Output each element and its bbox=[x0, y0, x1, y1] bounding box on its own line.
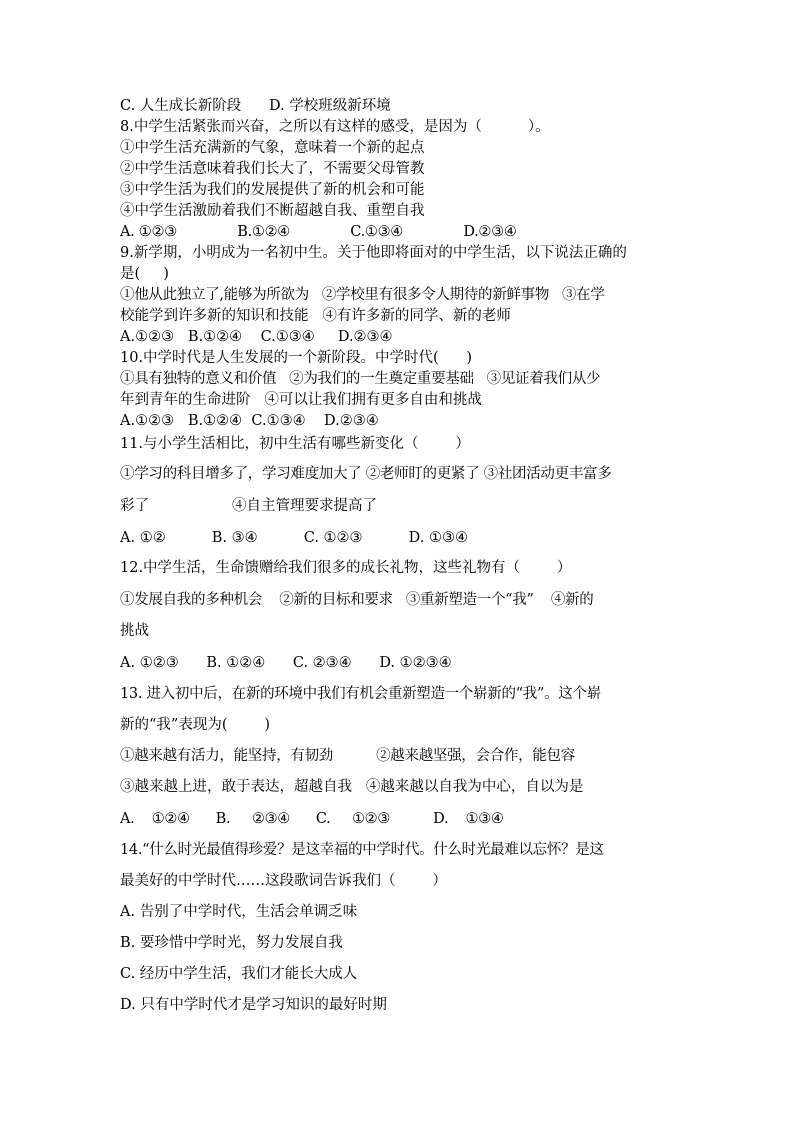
q12-stem: 12.中学生活，生命馈赠给我们很多的成长礼物，这些礼物有（ ） bbox=[120, 560, 572, 576]
q8-stem: 8.中学生活紧张而兴奋，之所以有这样的感受，是因为（ ）。 bbox=[120, 119, 550, 135]
q10-stem: 10.中学时代是人生发展的一个新阶段。中学时代( ) bbox=[120, 350, 473, 366]
q12-items-line-2: 挑战 bbox=[120, 623, 149, 639]
q11-items-line-2: 彩了 ④自主管理要求提高了 bbox=[120, 498, 377, 514]
q7-options-cd: C. 人生成长新阶段 D. 学校班级新环境 bbox=[120, 98, 391, 114]
q14-option-a: A. 告别了中学时代，生活会单调乏味 bbox=[120, 904, 358, 920]
q8-item-1: ①中学生活充满新的气象，意味着一个新的起点 bbox=[120, 140, 425, 156]
q9-items-line-2: 校能学到许多新的知识和技能 ④有许多新的同学、新的老师 bbox=[120, 308, 511, 324]
q13-items-line-2: ③越来越上进，敢于表达，超越自我 ④越来越以自我为中心，自以为是 bbox=[120, 779, 584, 795]
q8-item-2: ②中学生活意味着我们长大了，不需要父母管教 bbox=[120, 161, 425, 177]
q12-items-line-1: ①发展自我的多种机会 ②新的目标和要求 ③重新塑造一个“我” ④新的 bbox=[120, 592, 594, 608]
q13-items-line-1: ①越来越有活力，能坚持，有韧劲 ②越来越坚强，会合作，能包容 bbox=[120, 748, 575, 764]
q14-option-c: C. 经历中学生活，我们才能长大成人 bbox=[120, 966, 358, 982]
q10-items-line-1: ①具有独特的意义和价值 ②为我们的一生奠定重要基础 ③见证着我们从少 bbox=[120, 371, 601, 387]
q14-option-d: D. 只有中学时代才是学习知识的最好时期 bbox=[120, 997, 387, 1013]
q9-stem-line-1: 9.新学期，小明成为一名初中生。关于他即将面对的中学生活，以下说法正确的 bbox=[120, 245, 627, 261]
q8-item-3: ③中学生活为我们的发展提供了新的机会和可能 bbox=[120, 182, 425, 198]
q8-options: A. ①②③ B.①②④ C.①③④ D.②③④ bbox=[120, 224, 517, 240]
q9-options: A.①②③ B.①②④ C.①③④ D.②③④ bbox=[120, 329, 393, 345]
q11-options: A. ①② B. ③④ C. ①②③ D. ①③④ bbox=[120, 530, 468, 546]
q12-options: A. ①②③ B. ①②④ C. ②③④ D. ①②③④ bbox=[120, 655, 452, 671]
q9-items-line-1: ①他从此独立了,能够为所欲为 ②学校里有很多令人期待的新鲜事物 ③在学 bbox=[120, 287, 605, 303]
q10-options: A.①②③ B.①②④ C.①③④ D.②③④ bbox=[120, 413, 379, 429]
q9-stem-line-2: 是( ) bbox=[120, 266, 169, 282]
q11-stem: 11.与小学生活相比，初中生活有哪些新变化（ ） bbox=[120, 436, 470, 452]
q13-stem-line-2: 新的“我”表现为( ) bbox=[120, 717, 271, 733]
q14-stem-line-2: 最美好的中学时代……这段歌词告诉我们（ ） bbox=[120, 873, 447, 889]
q11-items-line-1: ①学习的科目增多了，学习难度加大了 ②老师盯的更紧了 ③社团活动更丰富多 bbox=[120, 466, 612, 482]
q13-stem-line-1: 13. 进入初中后，在新的环境中我们有机会重新塑造一个崭新的“我”。这个崭 bbox=[120, 686, 601, 702]
q13-options: A. ①②④ B. ②③④ C. ①②③ D. ①③④ bbox=[120, 811, 504, 827]
q14-stem-line-1: 14.“什么时光最值得珍爱？是这幸福的中学时代。什么时光最难以忘怀？是这 bbox=[120, 842, 604, 858]
q10-items-line-2: 年到青年的生命进阶 ④可以让我们拥有更多自由和挑战 bbox=[120, 392, 482, 408]
q8-item-4: ④中学生活激励着我们不断超越自我、重塑自我 bbox=[120, 203, 425, 219]
q14-option-b: B. 要珍惜中学时光，努力发展自我 bbox=[120, 935, 343, 951]
